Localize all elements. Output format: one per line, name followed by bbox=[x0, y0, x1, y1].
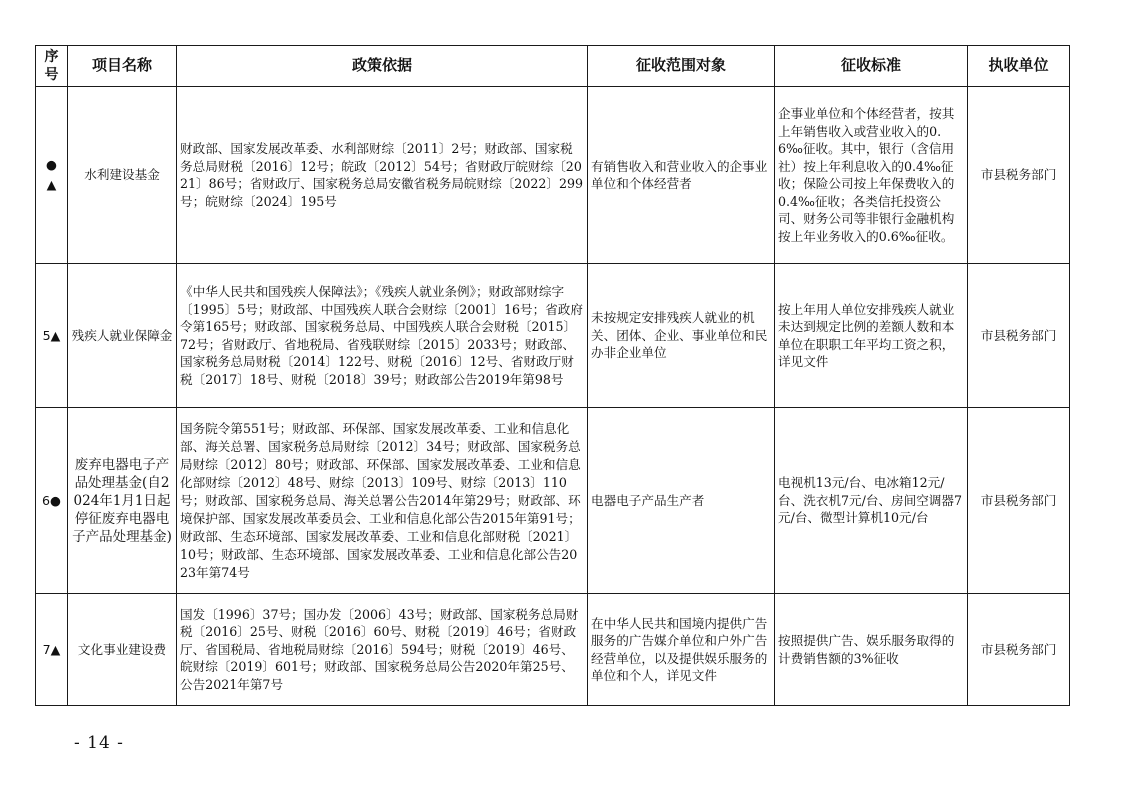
header-no: 序号 bbox=[36, 46, 68, 87]
row-unit: 市县税务部门 bbox=[968, 408, 1070, 594]
row-standard: 按照提供广告、娱乐服务取得的计费销售额的3%征收 bbox=[775, 594, 968, 706]
header-standard: 征收标准 bbox=[775, 46, 968, 87]
row-name: 水利建设基金 bbox=[68, 87, 177, 264]
row-scope: 在中华人民共和国境内提供广告服务的广告媒介单位和户外广告经营单位，以及提供娱乐服务的单位和个人，详见文件 bbox=[588, 594, 775, 706]
row-scope: 电器电子产品生产者 bbox=[588, 408, 775, 594]
row-unit: 市县税务部门 bbox=[968, 594, 1070, 706]
header-scope: 征收范围对象 bbox=[588, 46, 775, 87]
row-standard: 企事业单位和个体经营者，按其上年销售收入或营业收入的0.6‰征收。其中，银行（含信用社）按上年利息收入的0.4‰征收；保险公司按上年保费收入的0.4‰征收；各类信托投资公司、财务公司等非银行金融机构按上年业务收入的0.6‰征收。 bbox=[775, 87, 968, 264]
row-name: 残疾人就业保障金 bbox=[68, 264, 177, 408]
row-scope: 未按规定安排残疾人就业的机关、团体、企业、事业单位和民办非企业单位 bbox=[588, 264, 775, 408]
row-basis: 国务院令第551号；财政部、环保部、国家发展改革委、工业和信息化部、海关总署、国家税务总局财综〔2012〕34号；财政部、国家税务总局财综〔2012〕80号；财政部、环保部、国家发展改革委、工业和信息化部财综〔2012〕48号、财综〔2013〕109号、财综〔2013〕110号；财政部、国家税务总局、海关总署公告2014年第29号；财政部、环境保护部、国家发展改革委员会、工业和信息化部公告2015年第91号；财政部、生态环境部、国家发展改革委、工业和信息化部财税〔2021〕10号；财政部、生态环境部、国家发展改革委、工业和信息化部公告2023年第74号 bbox=[177, 408, 588, 594]
table-row bbox=[36, 408, 1070, 594]
row-unit: 市县税务部门 bbox=[968, 87, 1070, 264]
page-number: - 14 - bbox=[74, 733, 124, 753]
fee-table bbox=[35, 45, 1070, 706]
row-standard: 按上年用人单位安排残疾人就业未达到规定比例的差额人数和本单位在职职工年平均工资之积，详见文件 bbox=[775, 264, 968, 408]
row-basis: 《中华人民共和国残疾人保障法》；《残疾人就业条例》；财政部财综字〔1995〕5号；财政部、中国残疾人联合会财综〔2001〕16号；省政府令第165号；财政部、国家税务总局、中国残疾人联合会财税〔2015〕72号；省财政厅、省地税局、省残联财综〔2015〕2033号；财政部、国家税务总局财税〔2014〕122号、财税〔2016〕12号、省财政厅财税〔2017〕18号、财税〔2018〕39号；财政部公告2019年第98号 bbox=[177, 264, 588, 408]
row-name: 文化事业建设费 bbox=[68, 594, 177, 706]
table-row bbox=[36, 594, 1070, 706]
row-name: 废弃电器电子产品处理基金(自2024年1月1日起停征废弃电器电子产品处理基金) bbox=[68, 408, 177, 594]
table-row bbox=[36, 87, 1070, 264]
header-name: 项目名称 bbox=[68, 46, 177, 87]
row-basis: 国发〔1996〕37号；国办发〔2006〕43号；财政部、国家税务总局财税〔2016〕25号、财税〔2016〕60号、财税〔2019〕46号；省财政厅、省国税局、省地税局财综〔2016〕594号；财税〔2019〕46号、皖财综〔2019〕601号；财政部、国家税务总局公告2020年第25号、公告2021年第7号 bbox=[177, 594, 588, 706]
row-no: 5▲ bbox=[36, 264, 68, 408]
row-basis: 财政部、国家发展改革委、水利部财综〔2011〕2号；财政部、国家税务总局财税〔2016〕12号；皖政〔2012〕54号；省财政厅皖财综〔2021〕86号；省财政厅、国家税务总局安徽省税务局皖财综〔2022〕299号；皖财综〔2024〕195号 bbox=[177, 87, 588, 264]
header-basis: 政策依据 bbox=[177, 46, 588, 87]
header-row bbox=[36, 46, 1070, 87]
table-row bbox=[36, 264, 1070, 408]
row-unit: 市县税务部门 bbox=[968, 264, 1070, 408]
row-standard: 电视机13元/台、电冰箱12元/台、洗衣机7元/台、房间空调器7元/台、微型计算机10元/台 bbox=[775, 408, 968, 594]
header-unit: 执收单位 bbox=[968, 46, 1070, 87]
row-no: ● ▲ bbox=[36, 87, 68, 264]
row-no: 6● bbox=[36, 408, 68, 594]
row-no: 7▲ bbox=[36, 594, 68, 706]
row-scope: 有销售收入和营业收入的企事业单位和个体经营者 bbox=[588, 87, 775, 264]
